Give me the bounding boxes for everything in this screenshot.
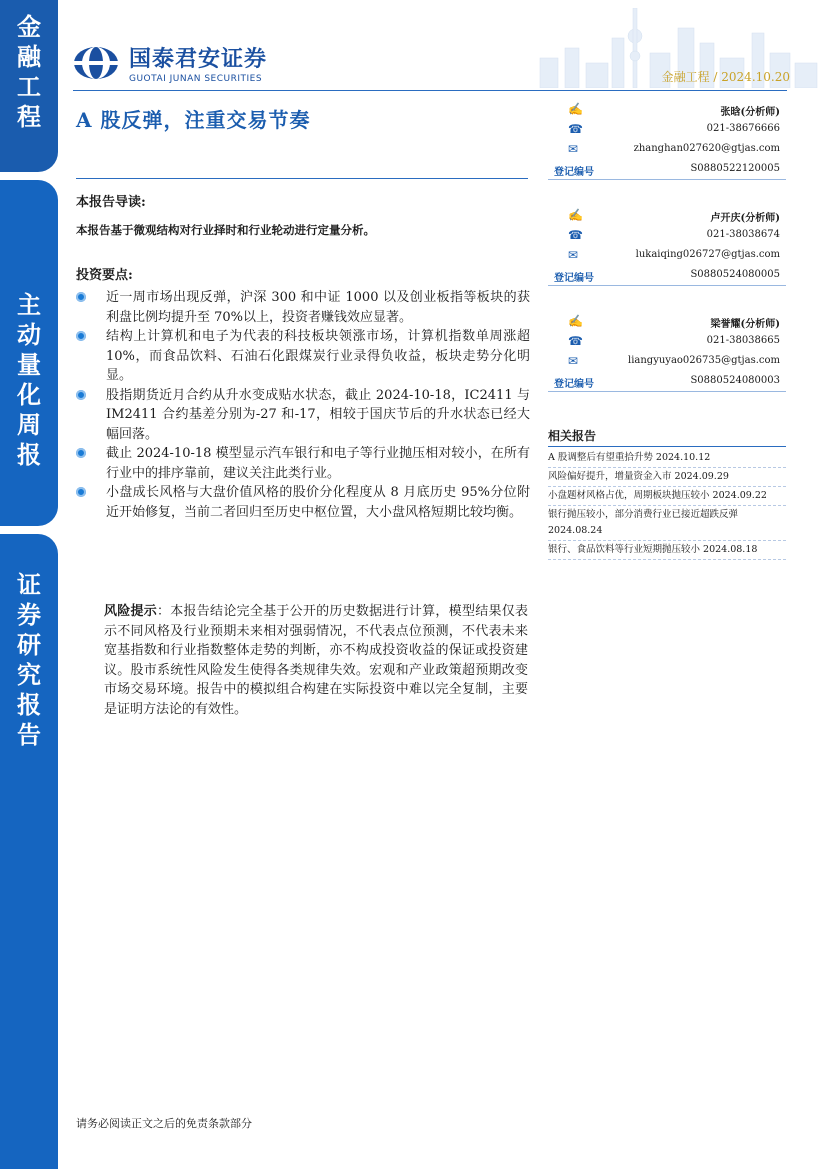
sidebar-char: 量 xyxy=(17,351,41,379)
bullet-icon xyxy=(76,331,86,341)
pen-icon: ✍ xyxy=(568,102,583,116)
phone-icon: ☎ xyxy=(568,122,583,136)
report-title: A 股反弹，注重交易节奏 xyxy=(76,108,311,132)
points-heading: 投资要点: xyxy=(76,268,133,283)
sidebar-char: 研 xyxy=(17,631,41,659)
logo-mark-icon xyxy=(73,46,119,80)
sidebar-char: 金 xyxy=(17,13,41,41)
sidebar-tag-research-report xyxy=(0,534,58,1169)
related-report-link[interactable]: 银行、食品饮料等行业短期抛压较小 2024.08.18 xyxy=(548,541,786,560)
related-report-link[interactable]: A 股调整后有望重拾升势 2024.10.12 xyxy=(548,449,786,468)
header-sep: / xyxy=(713,70,722,84)
point-text: 截止 2024-10-18 模型显示汽车银行和电子等行业抛压相对较小，在所有行业中的排序靠前，建议关注此类行业。 xyxy=(106,446,530,481)
phone-icon: ☎ xyxy=(568,334,583,348)
sidebar-char: 主 xyxy=(17,291,41,319)
analyst-phone: 021-38038674 xyxy=(706,229,780,240)
analyst-divider xyxy=(548,391,786,392)
phone-icon: ☎ xyxy=(568,228,583,242)
sidebar-char: 融 xyxy=(17,43,41,71)
related-report-link[interactable]: 风险偏好提升，增量资金入市 2024.09.29 xyxy=(548,468,786,487)
reg-number: S0880524080003 xyxy=(690,375,780,386)
sidebar-tag-weekly-report xyxy=(0,180,58,526)
footer-disclaimer: 请务必阅读正文之后的免责条款部分 xyxy=(76,1117,252,1130)
sidebar-char: 工 xyxy=(17,73,41,101)
logo-cn: 国泰君安证券 xyxy=(129,47,268,72)
header-category: 金融工程 xyxy=(661,70,710,84)
bullet-icon xyxy=(76,448,86,458)
analyst-email[interactable]: liangyuyao026735@gtjas.com xyxy=(628,355,780,366)
bullet-icon xyxy=(76,292,86,302)
mail-icon: ✉ xyxy=(568,354,579,368)
guide-text: 本报告基于微观结构对行业择时和行业轮动进行定量分析。 xyxy=(76,223,375,237)
analyst-email[interactable]: zhanghan027620@gtjas.com xyxy=(633,143,780,154)
bullet-icon xyxy=(76,487,86,497)
related-reports-list xyxy=(548,449,786,560)
sidebar-tag-financial-engineering xyxy=(0,0,58,172)
analyst-card xyxy=(548,206,786,286)
analyst-phone: 021-38676666 xyxy=(706,123,780,134)
sidebar-char: 报 xyxy=(17,691,41,719)
reg-label: 登记编号 xyxy=(554,379,594,390)
analyst-phone: 021-38038665 xyxy=(706,335,780,346)
logo-en: GUOTAI JUNAN SECURITIES xyxy=(129,74,263,84)
analyst-name: 张晗(分析师) xyxy=(720,107,780,118)
title-divider xyxy=(76,178,528,179)
analyst-divider xyxy=(548,179,786,180)
point-text: 股指期货近月合约从升水变成贴水状态，截止 2024-10-18，IC2411 与 IM2411 合约基差分别为-27 和-17，相较于国庆节后的升水状态已经大幅回落。 xyxy=(106,387,530,442)
company-logo xyxy=(73,42,267,84)
pen-icon: ✍ xyxy=(568,314,583,328)
header-divider xyxy=(73,90,787,91)
reg-number: S0880522120005 xyxy=(690,163,780,174)
list-item xyxy=(76,288,530,327)
sidebar-char: 报 xyxy=(17,441,41,469)
risk-notice xyxy=(104,602,528,719)
analyst-card xyxy=(548,312,786,392)
risk-text: ：本报告结论完全基于公开的历史数据进行计算，模型结果仅表示不同风格及行业预期未来相对强弱情况，不代表点位预测，不代表未来宽基指数和行业指数整体走势的判断，亦不构成投资收益的保证或投资建议。股市系统性风险发生使得各类规律失效。宏观和产业政策超预期改变市场交易环境。报告中的模拟组合构建在实际投资中难以完全复制，主要是证明方法论的有效性。 xyxy=(104,604,528,717)
sidebar-char: 动 xyxy=(17,321,41,349)
guide-heading: 本报告导读: xyxy=(76,195,146,210)
sidebar-char: 化 xyxy=(17,381,41,409)
sidebar-char: 证 xyxy=(17,571,41,599)
reg-number: S0880524080005 xyxy=(690,269,780,280)
sidebar-char: 周 xyxy=(17,411,41,439)
analyst-name: 梁誉耀(分析师) xyxy=(710,319,780,330)
list-item xyxy=(76,386,530,445)
sidebar-char: 究 xyxy=(17,661,41,689)
reg-label: 登记编号 xyxy=(554,273,594,284)
analyst-divider xyxy=(548,285,786,286)
point-text: 小盘成长风格与大盘价值风格的股价分化程度从 8 月底历史 95%分位附近开始修复，当前二者回归至历史中枢位置，大小盘风格短期比较均衡。 xyxy=(106,485,530,520)
mail-icon: ✉ xyxy=(568,142,579,156)
sidebar-char: 券 xyxy=(17,601,41,629)
analyst-name: 卢开庆(分析师) xyxy=(710,213,780,224)
list-item xyxy=(76,327,530,386)
header-date: 2024.10.20 xyxy=(721,70,790,84)
list-item xyxy=(76,483,530,522)
point-text: 近一周市场出现反弹，沪深 300 和中证 1000 以及创业板指等板块的获利盘比例均提升至 70%以上，投资者赚钱效应显著。 xyxy=(106,290,530,325)
risk-label: 风险提示 xyxy=(104,604,158,619)
bullet-icon xyxy=(76,390,86,400)
header-meta xyxy=(662,68,790,85)
related-report-link[interactable]: 银行抛压较小，部分消费行业已接近超跌反弹 2024.08.24 xyxy=(548,506,786,541)
mail-icon: ✉ xyxy=(568,248,579,262)
sidebar-char: 告 xyxy=(17,721,41,749)
reg-label: 登记编号 xyxy=(554,167,594,178)
pen-icon: ✍ xyxy=(568,208,583,222)
sidebar-char: 程 xyxy=(17,103,41,131)
list-item xyxy=(76,444,530,483)
analyst-card xyxy=(548,100,786,180)
analyst-email[interactable]: lukaiqing026727@gtjas.com xyxy=(635,249,780,260)
related-heading: 相关报告 xyxy=(548,429,597,443)
related-report-link[interactable]: 小盘题材风格占优，周期板块抛压较小 2024.09.22 xyxy=(548,487,786,506)
point-text: 结构上计算机和电子为代表的科技板块领涨市场，计算机指数单周涨超 10%，而食品饮料、石油石化跟煤炭行业录得负收益，板块走势分化明显。 xyxy=(106,329,530,383)
key-points-list xyxy=(76,288,530,522)
related-divider xyxy=(548,446,786,447)
